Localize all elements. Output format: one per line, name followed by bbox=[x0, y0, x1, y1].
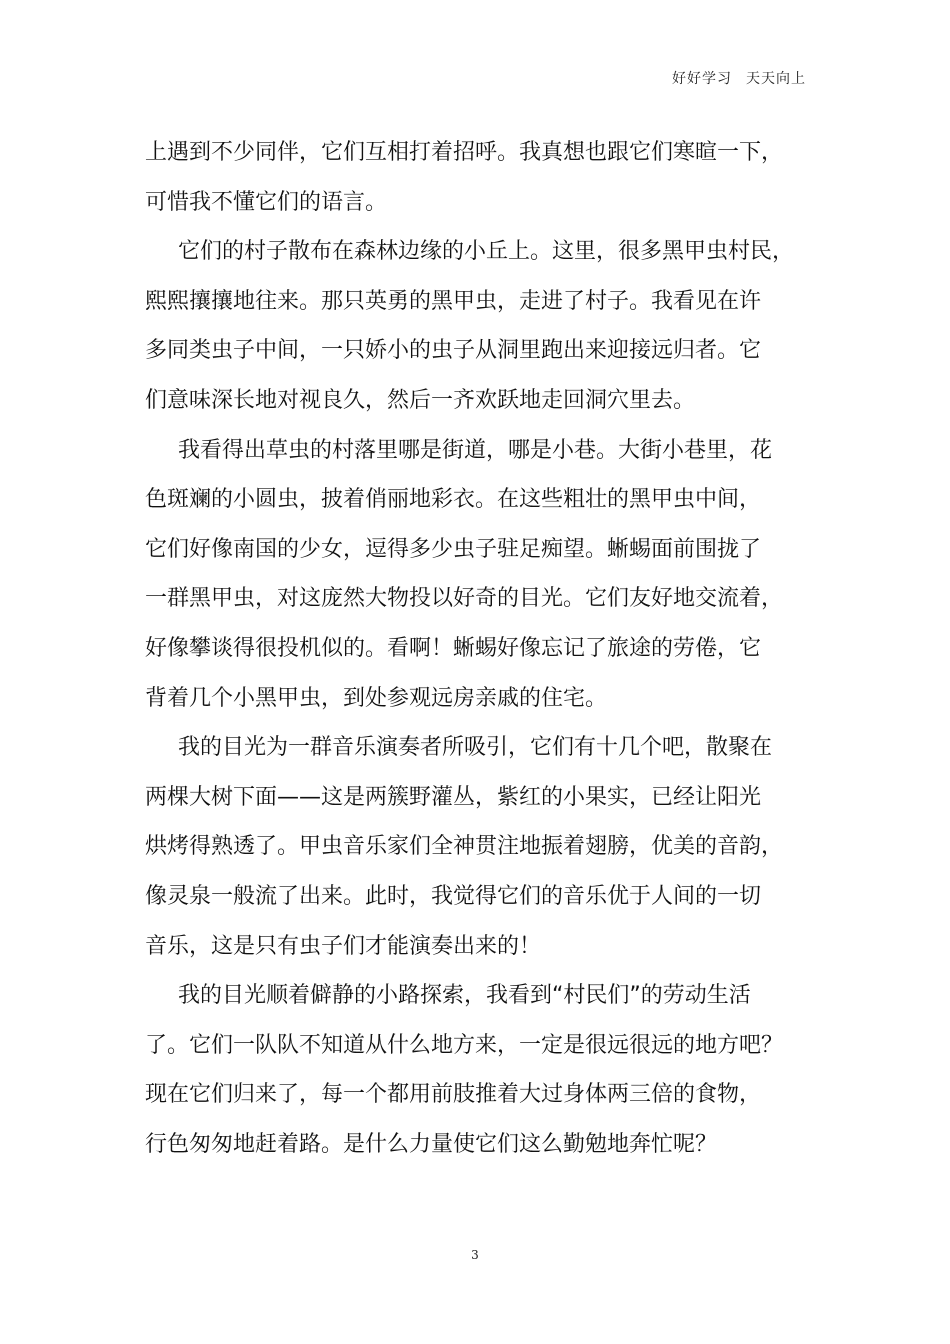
text-line: 我的目光为一群音乐演奏者所吸引，它们有十几个吧，散聚在 bbox=[178, 735, 773, 761]
text-line: 背着几个小黑甲虫，到处参观远房亲戚的住宅。 bbox=[145, 685, 608, 711]
text-line: 多同类虫子中间，一只娇小的虫子从洞里跑出来迎接远归者。它 bbox=[145, 338, 762, 364]
document-body bbox=[145, 128, 810, 1169]
text-line: 现在它们归来了，每一个都用前肢推着大过身体两三倍的食物， bbox=[145, 1082, 762, 1108]
text-line: 像灵泉一般流了出来。此时，我觉得它们的音乐优于人间的一切 bbox=[145, 883, 762, 909]
text-line: 音乐，这是只有虫子们才能演奏出来的！ bbox=[145, 933, 542, 959]
paragraph bbox=[145, 723, 810, 971]
paragraph bbox=[145, 426, 810, 724]
text-line: 可惜我不懂它们的语言。 bbox=[145, 189, 388, 215]
text-line: 熙熙攘攘地往来。那只英勇的黑甲虫，走进了村子。我看见在许 bbox=[145, 288, 762, 314]
text-line: 两棵大树下面——这是两簇野灌丛，紫红的小果实，已经让阳光 bbox=[145, 784, 762, 810]
text-line: 好像攀谈得很投机似的。看啊！蜥蜴好像忘记了旅途的劳倦，它 bbox=[145, 635, 762, 661]
paragraph bbox=[145, 971, 810, 1169]
header-left-text: 好好学习 bbox=[672, 71, 732, 87]
paragraph bbox=[145, 227, 810, 425]
page-number: 3 bbox=[471, 1248, 479, 1262]
text-line: 我看得出草虫的村落里哪是街道，哪是小巷。大街小巷里，花 bbox=[178, 437, 773, 463]
text-line: 一群黑甲虫，对这庞然大物投以好奇的目光。它们友好地交流着， bbox=[145, 586, 784, 612]
text-line: 它们好像南国的少女，逗得多少虫子驻足痴望。蜥蜴面前围拢了 bbox=[145, 536, 762, 562]
text-line: 了。它们一队队不知道从什么地方来，一定是很远很远的地方吧？ bbox=[145, 1032, 784, 1058]
text-line: 们意味深长地对视良久，然后一齐欢跃地走回洞穴里去。 bbox=[145, 387, 696, 413]
text-line: 烘烤得熟透了。甲虫音乐家们全神贯注地振着翅膀，优美的音韵， bbox=[145, 834, 784, 860]
text-line: 行色匆匆地赶着路。是什么力量使它们这么勤勉地奔忙呢？ bbox=[145, 1131, 718, 1157]
text-line: 我的目光顺着僻静的小路探索，我看到“村民们”的劳动生活 bbox=[178, 983, 751, 1009]
text-line: 上遇到不少同伴，它们互相打着招呼。我真想也跟它们寒暄一下， bbox=[145, 140, 784, 165]
text-line: 它们的村子散布在森林边缘的小丘上。这里，很多黑甲虫村民， bbox=[178, 239, 795, 265]
paragraph bbox=[145, 128, 810, 227]
text-line: 色斑斓的小圆虫，披着俏丽地彩衣。在这些粗壮的黑甲虫中间， bbox=[145, 487, 762, 513]
page-header bbox=[672, 68, 806, 88]
header-right-text: 天天向上 bbox=[746, 71, 806, 87]
